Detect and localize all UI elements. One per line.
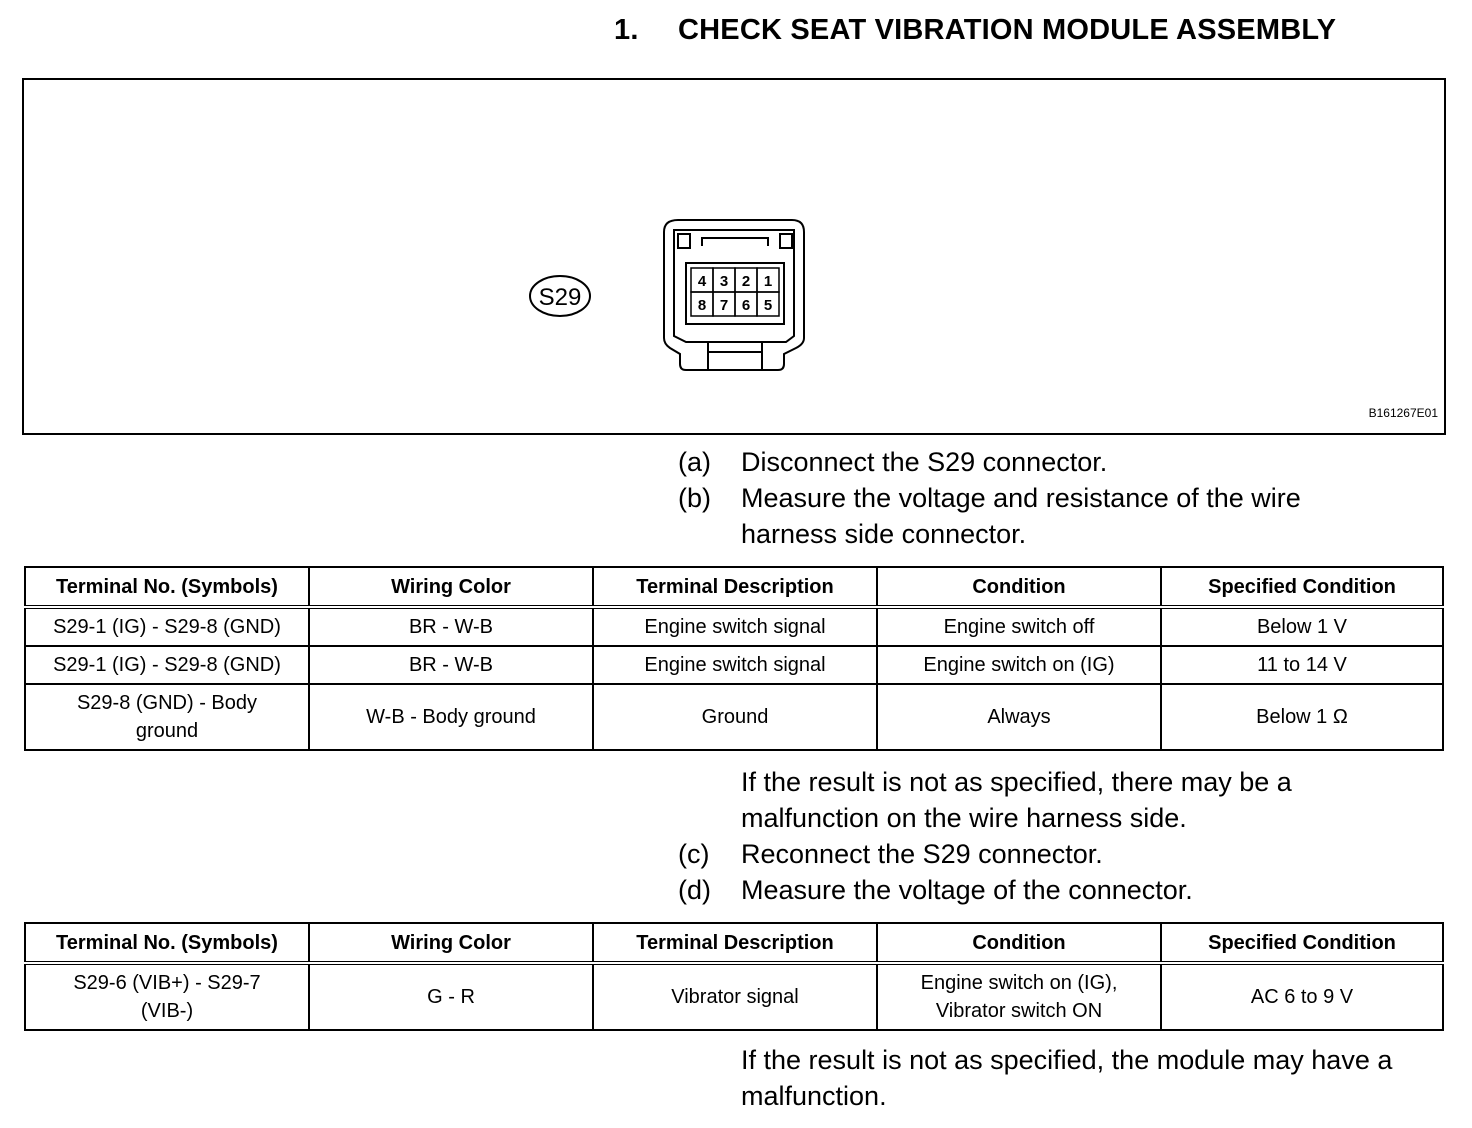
steps-group-1	[678, 444, 1381, 552]
cell-specified: AC 6 to 9 V	[1161, 963, 1443, 1030]
header-specified-condition: Specified Condition	[1161, 923, 1443, 963]
header-terminal: Terminal No. (Symbols)	[25, 923, 309, 963]
steps-group-2	[678, 764, 1381, 908]
cell-specified: 11 to 14 V	[1161, 646, 1443, 684]
connector-figure	[22, 78, 1446, 435]
cell-description: Vibrator signal	[593, 963, 877, 1030]
cell-wiring-color: G - R	[309, 963, 593, 1030]
connector-top-notch	[702, 238, 768, 246]
pin-number: 7	[719, 297, 729, 314]
cell-wiring-color: BR - W-B	[309, 607, 593, 646]
header-terminal-description: Terminal Description	[593, 923, 877, 963]
result-note-2: If the result is not as specified, the module may have a malfunction.	[741, 1045, 1393, 1111]
step-text: Reconnect the S29 connector.	[741, 839, 1103, 869]
cell-description: Ground	[593, 684, 877, 750]
table-row	[25, 646, 1443, 684]
cell-specified: Below 1 V	[1161, 607, 1443, 646]
header-terminal-description: Terminal Description	[593, 567, 877, 607]
table-header-row	[25, 567, 1443, 607]
table-header-row	[25, 923, 1443, 963]
pin-number: 1	[763, 273, 773, 290]
pin-number: 5	[763, 297, 773, 314]
table-row	[25, 607, 1443, 646]
cell-description: Engine switch signal	[593, 646, 877, 684]
step-b	[678, 480, 1381, 552]
section-title	[614, 14, 1336, 47]
steps-group-3	[678, 1042, 1401, 1114]
pin-number: 2	[741, 273, 751, 290]
header-condition: Condition	[877, 923, 1161, 963]
cell-description: Engine switch signal	[593, 607, 877, 646]
header-condition: Condition	[877, 567, 1161, 607]
cell-condition: Engine switch on (IG)	[877, 646, 1161, 684]
connector-corner-left	[678, 234, 690, 248]
cell-terminal: S29-1 (IG) - S29-8 (GND)	[25, 646, 309, 684]
step-text: Disconnect the S29 connector.	[741, 447, 1108, 477]
header-wiring-color: Wiring Color	[309, 923, 593, 963]
step-label: (d)	[678, 875, 711, 905]
pin-grid	[691, 268, 779, 316]
cell-specified: Below 1 Ω	[1161, 684, 1443, 750]
cell-wiring-color: BR - W-B	[309, 646, 593, 684]
spec-table-1	[24, 566, 1444, 751]
header-specified-condition: Specified Condition	[1161, 567, 1443, 607]
table-row	[25, 963, 1443, 1030]
cell-terminal: S29-6 (VIB+) - S29-7 (VIB-)	[25, 963, 309, 1030]
pin-number: 4	[697, 273, 707, 290]
step-c	[678, 836, 1381, 872]
step-d	[678, 872, 1381, 908]
cell-terminal: S29-8 (GND) - Body ground	[25, 684, 309, 750]
connector-corner-right	[780, 234, 792, 248]
connector-latch	[708, 342, 762, 370]
step-text: Measure the voltage of the connector.	[741, 875, 1193, 905]
cell-condition: Engine switch on (IG), Vibrator switch ON	[877, 963, 1161, 1030]
pin-number: 6	[741, 297, 751, 314]
result-note-1: If the result is not as specified, there may be a malfunction on the wire harness side.	[741, 767, 1292, 833]
header-terminal: Terminal No. (Symbols)	[25, 567, 309, 607]
figure-code: B161267E01	[1368, 406, 1438, 420]
cell-terminal: S29-1 (IG) - S29-8 (GND)	[25, 607, 309, 646]
connector-diagram	[24, 80, 1444, 433]
section-number: 1.	[614, 14, 639, 46]
cell-condition: Always	[877, 684, 1161, 750]
step-label: (b)	[678, 483, 711, 513]
cell-wiring-color: W-B - Body ground	[309, 684, 593, 750]
connector-label: S29	[538, 284, 582, 311]
cell-condition: Engine switch off	[877, 607, 1161, 646]
header-wiring-color: Wiring Color	[309, 567, 593, 607]
pin-number: 3	[719, 273, 729, 290]
step-a	[678, 444, 1381, 480]
table-row	[25, 684, 1443, 750]
pin-number: 8	[697, 297, 707, 314]
step-label: (a)	[678, 447, 711, 477]
spec-table-2	[24, 922, 1444, 1031]
step-label: (c)	[678, 839, 710, 869]
section-title-text: CHECK SEAT VIBRATION MODULE ASSEMBLY	[678, 14, 1337, 46]
step-text: Measure the voltage and resistance of the wire harness side connector.	[741, 483, 1301, 549]
connector-inner-wall	[674, 230, 794, 342]
